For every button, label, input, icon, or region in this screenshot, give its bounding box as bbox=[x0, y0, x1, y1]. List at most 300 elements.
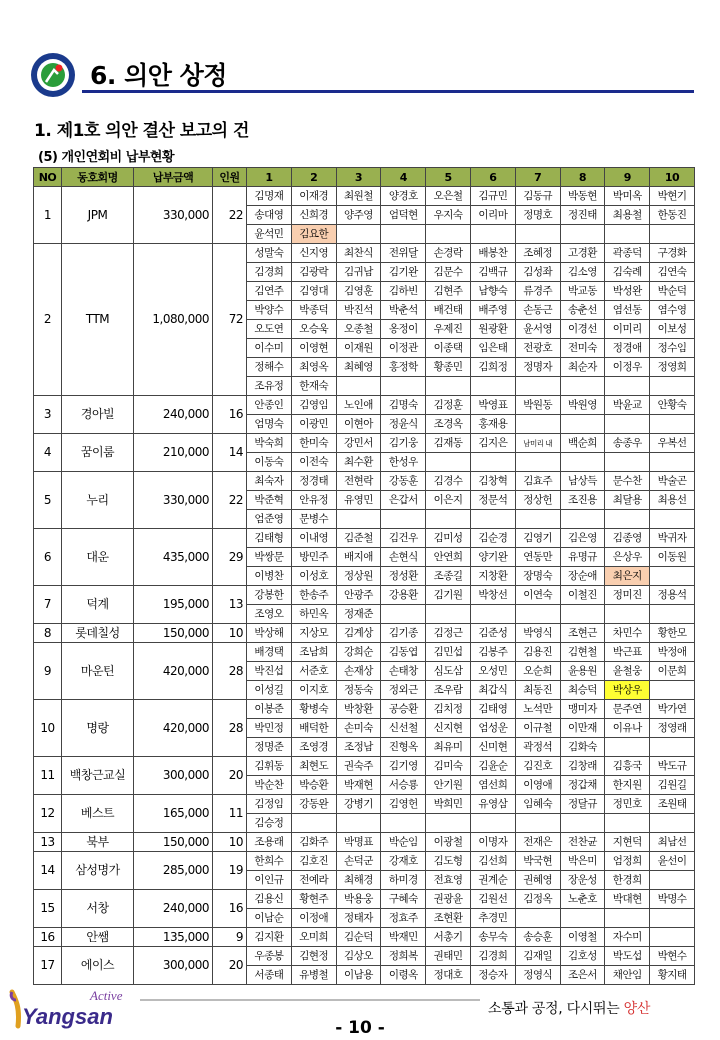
member-name bbox=[336, 377, 381, 396]
member-name: 서준호 bbox=[291, 662, 336, 681]
member-name: 최해경 bbox=[336, 871, 381, 890]
member-name: 최원철 bbox=[336, 187, 381, 206]
member-name bbox=[650, 928, 695, 947]
club-name: 북부 bbox=[62, 833, 134, 852]
member-name: 한미숙 bbox=[291, 434, 336, 453]
member-name: 한지원 bbox=[605, 776, 650, 795]
member-name: 최순자 bbox=[560, 358, 605, 377]
member-name: 조우람 bbox=[426, 681, 471, 700]
header-cell: 3 bbox=[336, 168, 381, 187]
member-name: 이영애 bbox=[515, 776, 560, 795]
footer-rule bbox=[140, 999, 480, 1001]
club-number: 5 bbox=[34, 472, 62, 529]
member-name: 송종우 bbox=[605, 434, 650, 453]
member-name: 지현덕 bbox=[605, 833, 650, 852]
member-name: 홍재용 bbox=[470, 415, 515, 434]
member-name bbox=[470, 225, 515, 244]
member-name: 김영대 bbox=[291, 282, 336, 301]
member-name: 백순희 bbox=[560, 434, 605, 453]
member-name: 한동진 bbox=[650, 206, 695, 225]
member-name: 김계상 bbox=[336, 624, 381, 643]
member-name: 김현철 bbox=[560, 643, 605, 662]
brand-main: Yangsan bbox=[22, 1004, 113, 1029]
member-name: 이영현 bbox=[291, 339, 336, 358]
member-name: 오미희 bbox=[291, 928, 336, 947]
member-name: 박교동 bbox=[560, 282, 605, 301]
member-name: 전예라 bbox=[291, 871, 336, 890]
member-name: 오도연 bbox=[247, 320, 292, 339]
member-name: 손덕군 bbox=[336, 852, 381, 871]
table-row bbox=[34, 187, 695, 206]
member-name: 김승정 bbox=[247, 814, 292, 833]
member-name: 최찬식 bbox=[336, 244, 381, 263]
club-number: 2 bbox=[34, 244, 62, 396]
member-name: 손미숙 bbox=[336, 719, 381, 738]
member-name: 안기원 bbox=[426, 776, 471, 795]
club-number: 10 bbox=[34, 700, 62, 757]
member-name: 전현락 bbox=[336, 472, 381, 491]
member-name: 이규철 bbox=[515, 719, 560, 738]
member-name: 최남선 bbox=[650, 833, 695, 852]
member-name: 손재상 bbox=[336, 662, 381, 681]
member-name: 김호진 bbox=[291, 852, 336, 871]
member-name: 박종덕 bbox=[291, 301, 336, 320]
member-name: 정수임 bbox=[650, 339, 695, 358]
member-name: 황한모 bbox=[650, 624, 695, 643]
member-name bbox=[515, 510, 560, 529]
member-name: 최용철 bbox=[605, 206, 650, 225]
member-name: 송춘선 bbox=[560, 301, 605, 320]
club-number: 14 bbox=[34, 852, 62, 890]
member-name: 김하빈 bbox=[381, 282, 426, 301]
member-name: 심도삼 bbox=[426, 662, 471, 681]
member-name: 김태형 bbox=[247, 529, 292, 548]
member-name: 남미리 내 bbox=[515, 434, 560, 453]
member-name: 김동엽 bbox=[381, 643, 426, 662]
club-fee: 435,000 bbox=[134, 529, 213, 586]
member-name: 이광철 bbox=[426, 833, 471, 852]
member-name bbox=[426, 510, 471, 529]
member-name: 정효주 bbox=[381, 909, 426, 928]
member-name: 한성우 bbox=[381, 453, 426, 472]
club-fee: 330,000 bbox=[134, 472, 213, 529]
member-name: 김영헌 bbox=[381, 795, 426, 814]
member-name: 황지태 bbox=[650, 966, 695, 985]
member-name: 정대호 bbox=[426, 966, 471, 985]
member-name: 김민섭 bbox=[426, 643, 471, 662]
member-name: 김상오 bbox=[336, 947, 381, 966]
member-name: 정희복 bbox=[381, 947, 426, 966]
table-row bbox=[34, 396, 695, 415]
member-name: 서승룡 bbox=[381, 776, 426, 795]
member-name: 김화주 bbox=[291, 833, 336, 852]
club-fee: 1,080,000 bbox=[134, 244, 213, 396]
member-name: 신지현 bbox=[426, 719, 471, 738]
member-name: 박국현 bbox=[515, 852, 560, 871]
member-name bbox=[515, 377, 560, 396]
table-row bbox=[34, 643, 695, 662]
member-name: 송무숙 bbox=[470, 928, 515, 947]
member-name: 김종영 bbox=[605, 529, 650, 548]
member-name: 이정관 bbox=[381, 339, 426, 358]
member-name: 박용웅 bbox=[336, 890, 381, 909]
member-name bbox=[470, 814, 515, 833]
member-name: 최갑식 bbox=[470, 681, 515, 700]
club-name: TTM bbox=[62, 244, 134, 396]
member-name bbox=[381, 605, 426, 624]
table-row bbox=[34, 529, 695, 548]
member-name bbox=[605, 738, 650, 757]
member-name: 김백규 bbox=[470, 263, 515, 282]
member-name: 박숙희 bbox=[247, 434, 292, 453]
member-name: 권숙주 bbox=[336, 757, 381, 776]
member-name: 박은미 bbox=[560, 852, 605, 871]
member-name: 박도규 bbox=[650, 757, 695, 776]
member-name: 강봉한 bbox=[247, 586, 292, 605]
slogan-accent: 양산 bbox=[623, 1001, 651, 1017]
member-name: 배주영 bbox=[470, 301, 515, 320]
club-fee: 330,000 bbox=[134, 187, 213, 244]
club-name: 백창근교실 bbox=[62, 757, 134, 795]
club-number: 1 bbox=[34, 187, 62, 244]
member-name: 박영식 bbox=[515, 624, 560, 643]
member-name: 박희민 bbox=[426, 795, 471, 814]
member-name: 김경수 bbox=[426, 472, 471, 491]
member-name: 조영경 bbox=[291, 738, 336, 757]
member-name bbox=[560, 814, 605, 833]
member-name: 전효영 bbox=[426, 871, 471, 890]
member-name: 안황숙 bbox=[650, 396, 695, 415]
member-name: 엄성운 bbox=[470, 719, 515, 738]
member-count: 10 bbox=[213, 833, 247, 852]
member-name: 김봉주 bbox=[470, 643, 515, 662]
member-name: 곽종덕 bbox=[605, 244, 650, 263]
member-name: 김원길 bbox=[650, 776, 695, 795]
member-name: 전찬균 bbox=[560, 833, 605, 852]
member-name: 문병수 bbox=[291, 510, 336, 529]
section-title: 1. 제1호 의안 결산 보고의 건 bbox=[34, 121, 249, 141]
member-name: 옹정이 bbox=[381, 320, 426, 339]
club-number: 16 bbox=[34, 928, 62, 947]
table-row bbox=[34, 434, 695, 453]
member-name: 박춘석 bbox=[381, 301, 426, 320]
member-count: 28 bbox=[213, 700, 247, 757]
member-name: 김기원 bbox=[426, 586, 471, 605]
club-number: 12 bbox=[34, 795, 62, 833]
member-name: 김재동 bbox=[426, 434, 471, 453]
member-name: 김명숙 bbox=[381, 396, 426, 415]
member-name: 정해수 bbox=[247, 358, 292, 377]
member-name: 조현근 bbox=[560, 624, 605, 643]
member-name: 김정근 bbox=[426, 624, 471, 643]
member-name bbox=[381, 225, 426, 244]
member-name: 이정애 bbox=[291, 909, 336, 928]
member-name bbox=[560, 415, 605, 434]
club-fee: 150,000 bbox=[134, 624, 213, 643]
member-name: 성말숙 bbox=[247, 244, 292, 263]
member-name: 최현도 bbox=[291, 757, 336, 776]
member-name: 양경호 bbox=[381, 187, 426, 206]
member-name: 이영철 bbox=[560, 928, 605, 947]
member-name: 이은지 bbox=[426, 491, 471, 510]
member-name: 박도섭 bbox=[605, 947, 650, 966]
member-name: 최달용 bbox=[605, 491, 650, 510]
member-name: 이보성 bbox=[650, 320, 695, 339]
club-number: 7 bbox=[34, 586, 62, 624]
member-name: 이만재 bbox=[560, 719, 605, 738]
header-cell: 1 bbox=[247, 168, 292, 187]
member-name bbox=[336, 510, 381, 529]
member-count: 19 bbox=[213, 852, 247, 890]
member-name: 손현식 bbox=[381, 548, 426, 567]
member-name: 정영식 bbox=[515, 966, 560, 985]
member-name: 엄덕현 bbox=[381, 206, 426, 225]
member-name bbox=[650, 605, 695, 624]
member-name: 이지호 bbox=[291, 681, 336, 700]
member-name: 정영래 bbox=[650, 719, 695, 738]
slogan bbox=[488, 998, 650, 1018]
member-name bbox=[605, 453, 650, 472]
member-name: 박순찬 bbox=[247, 776, 292, 795]
member-name: 이종택 bbox=[426, 339, 471, 358]
member-name: 오승욱 bbox=[291, 320, 336, 339]
member-name: 박현기 bbox=[650, 187, 695, 206]
member-name: 김순덕 bbox=[336, 928, 381, 947]
member-name: 오성민 bbox=[470, 662, 515, 681]
member-name: 배덕한 bbox=[291, 719, 336, 738]
member-name: 김정옥 bbox=[515, 890, 560, 909]
member-name bbox=[650, 871, 695, 890]
member-name: 강재호 bbox=[381, 852, 426, 871]
member-name: 남향숙 bbox=[470, 282, 515, 301]
member-name: 김순경 bbox=[470, 529, 515, 548]
club-fee: 240,000 bbox=[134, 890, 213, 928]
member-name bbox=[381, 814, 426, 833]
member-name: 윤선이 bbox=[650, 852, 695, 871]
member-name: 이성호 bbox=[291, 567, 336, 586]
member-name: 박진석 bbox=[336, 301, 381, 320]
member-name: 양주영 bbox=[336, 206, 381, 225]
table-row bbox=[34, 890, 695, 909]
member-name: 이수미 bbox=[247, 339, 292, 358]
member-name: 박순임 bbox=[381, 833, 426, 852]
member-name: 강동완 bbox=[291, 795, 336, 814]
member-name: 김지환 bbox=[247, 928, 292, 947]
member-name: 박쌍문 bbox=[247, 548, 292, 567]
member-name: 이미리 bbox=[605, 320, 650, 339]
member-name bbox=[426, 377, 471, 396]
member-name: 남상득 bbox=[560, 472, 605, 491]
member-name: 김요한 bbox=[291, 225, 336, 244]
member-name bbox=[650, 415, 695, 434]
member-name: 박원동 bbox=[515, 396, 560, 415]
club-fee: 210,000 bbox=[134, 434, 213, 472]
member-name: 이재경 bbox=[291, 187, 336, 206]
member-name bbox=[470, 453, 515, 472]
member-name: 김영임 bbox=[291, 396, 336, 415]
member-name: 이병찬 bbox=[247, 567, 292, 586]
member-name: 조영오 bbox=[247, 605, 292, 624]
member-name bbox=[515, 909, 560, 928]
member-name: 정민호 bbox=[605, 795, 650, 814]
club-name: 누리 bbox=[62, 472, 134, 529]
member-name: 김태영 bbox=[470, 700, 515, 719]
member-name: 손경락 bbox=[426, 244, 471, 263]
member-name: 이남순 bbox=[247, 909, 292, 928]
club-fee: 420,000 bbox=[134, 643, 213, 700]
member-name: 조유정 bbox=[247, 377, 292, 396]
member-name bbox=[381, 377, 426, 396]
member-name: 박창환 bbox=[336, 700, 381, 719]
member-name: 김건우 bbox=[381, 529, 426, 548]
member-name: 이연숙 bbox=[515, 586, 560, 605]
header-cell: 6 bbox=[470, 168, 515, 187]
member-name: 최수환 bbox=[336, 453, 381, 472]
member-name: 전재은 bbox=[515, 833, 560, 852]
member-name: 방민주 bbox=[291, 548, 336, 567]
header-cell: 동호회명 bbox=[62, 168, 134, 187]
member-name: 박동현 bbox=[560, 187, 605, 206]
member-name: 정영희 bbox=[650, 358, 695, 377]
club-name: 에이스 bbox=[62, 947, 134, 985]
member-count: 20 bbox=[213, 757, 247, 795]
member-name: 노춘호 bbox=[560, 890, 605, 909]
member-name: 우종봉 bbox=[247, 947, 292, 966]
club-number: 8 bbox=[34, 624, 62, 643]
member-name: 장운성 bbox=[560, 871, 605, 890]
member-name bbox=[560, 377, 605, 396]
club-number: 4 bbox=[34, 434, 62, 472]
member-name: 한송주 bbox=[291, 586, 336, 605]
club-name: 대운 bbox=[62, 529, 134, 586]
club-number: 17 bbox=[34, 947, 62, 985]
member-name: 이동원 bbox=[650, 548, 695, 567]
member-name: 장순애 bbox=[560, 567, 605, 586]
member-name: 김창래 bbox=[560, 757, 605, 776]
member-name: 전위달 bbox=[381, 244, 426, 263]
member-name: 김도형 bbox=[426, 852, 471, 871]
member-name: 권광윤 bbox=[426, 890, 471, 909]
member-name: 채안임 bbox=[605, 966, 650, 985]
member-name bbox=[336, 225, 381, 244]
member-name: 김정훈 bbox=[426, 396, 471, 415]
header-cell: 7 bbox=[515, 168, 560, 187]
member-name bbox=[560, 225, 605, 244]
member-name: 이내영 bbox=[291, 529, 336, 548]
member-name: 박진섭 bbox=[247, 662, 292, 681]
member-name bbox=[605, 415, 650, 434]
member-name: 조남희 bbox=[291, 643, 336, 662]
member-name: 김효주 bbox=[515, 472, 560, 491]
club-fee: 285,000 bbox=[134, 852, 213, 890]
header-cell: 5 bbox=[426, 168, 471, 187]
member-name bbox=[560, 605, 605, 624]
page-number: - 10 - bbox=[335, 1018, 385, 1038]
member-name: 정명자 bbox=[515, 358, 560, 377]
member-name: 김명재 bbox=[247, 187, 292, 206]
member-name: 임은태 bbox=[470, 339, 515, 358]
member-name: 맹미자 bbox=[560, 700, 605, 719]
member-name: 조현환 bbox=[426, 909, 471, 928]
header-cell: 10 bbox=[650, 168, 695, 187]
member-name bbox=[381, 510, 426, 529]
club-number: 3 bbox=[34, 396, 62, 434]
member-name: 김광락 bbox=[291, 263, 336, 282]
member-name: 정명준 bbox=[247, 738, 292, 757]
member-name: 김미숙 bbox=[426, 757, 471, 776]
member-name bbox=[470, 377, 515, 396]
member-name: 이령옥 bbox=[381, 966, 426, 985]
member-name: 정상원 bbox=[336, 567, 381, 586]
member-name: 김흥국 bbox=[605, 757, 650, 776]
member-name: 정성환 bbox=[381, 567, 426, 586]
club-name: 롯데칠성 bbox=[62, 624, 134, 643]
member-name: 최혜영 bbox=[336, 358, 381, 377]
table-row bbox=[34, 833, 695, 852]
member-name: 최숙자 bbox=[247, 472, 292, 491]
member-name: 신지영 bbox=[291, 244, 336, 263]
member-name: 연동만 bbox=[515, 548, 560, 567]
club-fee: 420,000 bbox=[134, 700, 213, 757]
member-name: 김기영 bbox=[381, 757, 426, 776]
member-name: 진형옥 bbox=[381, 738, 426, 757]
member-name bbox=[605, 225, 650, 244]
club-name: 덕계 bbox=[62, 586, 134, 624]
member-name: 염수영 bbox=[650, 301, 695, 320]
member-name: 박원영 bbox=[560, 396, 605, 415]
member-name: 오은철 bbox=[426, 187, 471, 206]
member-count: 16 bbox=[213, 890, 247, 928]
member-name: 정갑채 bbox=[560, 776, 605, 795]
member-name: 조원태 bbox=[650, 795, 695, 814]
member-name: 차민수 bbox=[605, 624, 650, 643]
member-name: 김현정 bbox=[291, 947, 336, 966]
member-name: 노석만 bbox=[515, 700, 560, 719]
header-cell: 9 bbox=[605, 168, 650, 187]
member-count: 72 bbox=[213, 244, 247, 396]
member-name: 하민옥 bbox=[291, 605, 336, 624]
member-name: 전광호 bbox=[515, 339, 560, 358]
member-name: 이성길 bbox=[247, 681, 292, 700]
member-name: 서종태 bbox=[247, 966, 292, 985]
member-name: 윤석민 bbox=[247, 225, 292, 244]
member-name: 최용선 bbox=[650, 491, 695, 510]
member-name: 김치정 bbox=[426, 700, 471, 719]
member-name: 김현주 bbox=[426, 282, 471, 301]
table-row bbox=[34, 586, 695, 605]
table-row bbox=[34, 852, 695, 871]
member-name: 추경민 bbox=[470, 909, 515, 928]
member-name: 이전숙 bbox=[291, 453, 336, 472]
member-name: 김용신 bbox=[247, 890, 292, 909]
member-count: 28 bbox=[213, 643, 247, 700]
member-name: 손태창 bbox=[381, 662, 426, 681]
member-name: 김휘동 bbox=[247, 757, 292, 776]
member-name: 윤철웅 bbox=[605, 662, 650, 681]
member-name: 안유정 bbox=[291, 491, 336, 510]
member-name bbox=[605, 510, 650, 529]
member-name: 문주연 bbox=[605, 700, 650, 719]
member-name: 조진용 bbox=[560, 491, 605, 510]
member-name bbox=[560, 909, 605, 928]
brand-small: Active bbox=[90, 988, 123, 1003]
member-name: 이문희 bbox=[650, 662, 695, 681]
member-name: 김영기 bbox=[515, 529, 560, 548]
member-name: 김지은 bbox=[470, 434, 515, 453]
member-name: 박근표 bbox=[605, 643, 650, 662]
club-fee: 240,000 bbox=[134, 396, 213, 434]
member-name: 정명호 bbox=[515, 206, 560, 225]
